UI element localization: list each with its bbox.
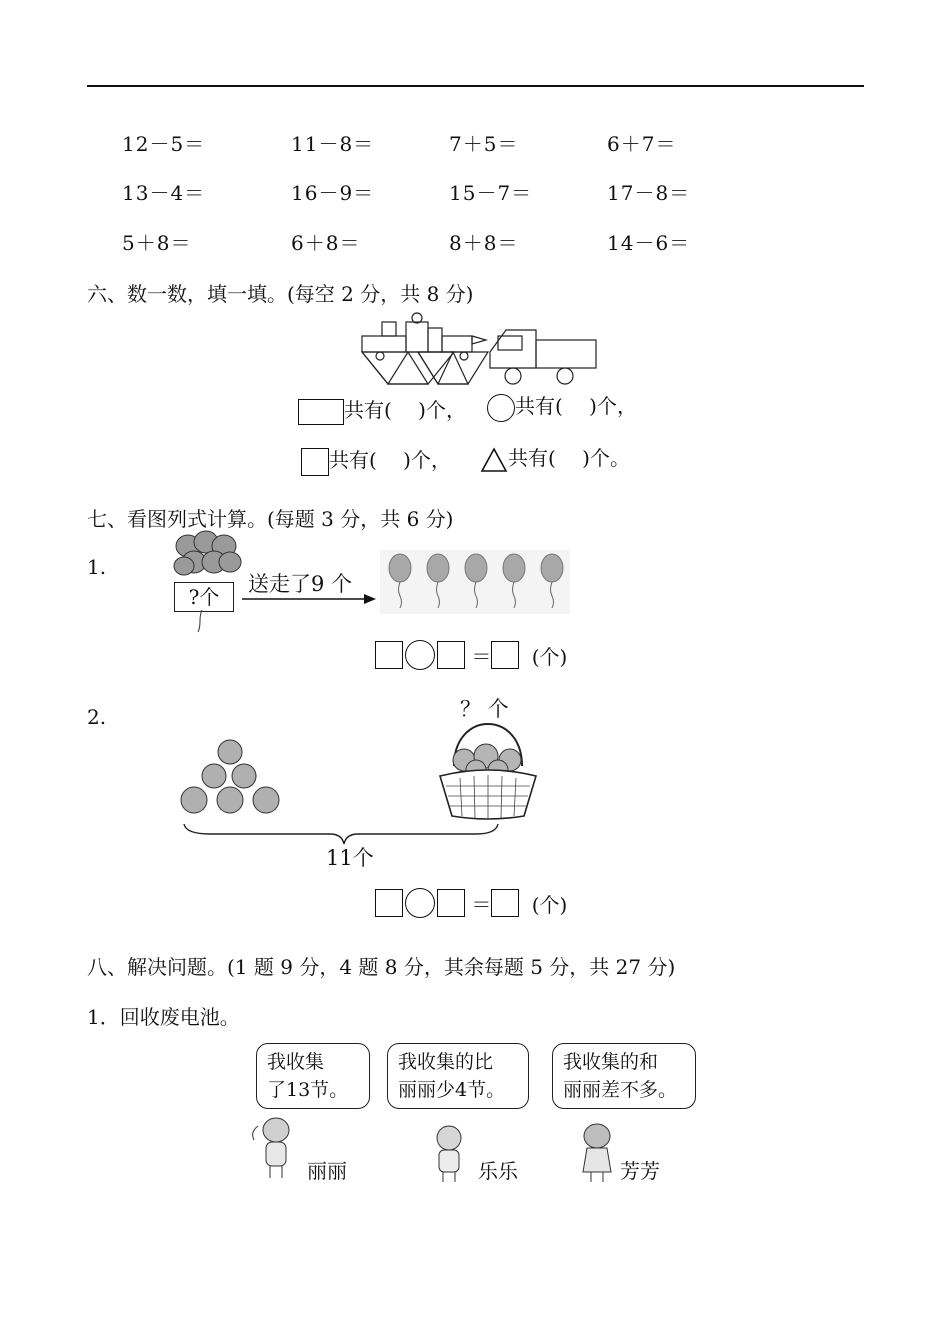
operator-circle[interactable] bbox=[405, 640, 435, 670]
bubble-line: 丽丽差不多。 bbox=[563, 1079, 678, 1101]
ship-truck-figure bbox=[358, 312, 603, 387]
girl-fangfang-avatar bbox=[573, 1120, 619, 1184]
question-number: 1. bbox=[87, 555, 107, 579]
speech-bubble-lele bbox=[387, 1043, 529, 1109]
total-label: 11个 bbox=[326, 846, 374, 870]
name-fangfang: 芳芳 bbox=[620, 1159, 660, 1183]
rectangle-count-blank[interactable]: 共有( )个， bbox=[344, 398, 466, 422]
equation: 16－9＝ bbox=[291, 181, 375, 205]
answer-box[interactable] bbox=[375, 641, 403, 669]
equals-sign: ＝ bbox=[471, 644, 492, 669]
equation: 12－5＝ bbox=[122, 132, 206, 156]
equation: 14－6＝ bbox=[607, 231, 691, 255]
rectangle-icon bbox=[298, 399, 344, 425]
string-line bbox=[194, 610, 208, 634]
equation: 8＋8＝ bbox=[449, 231, 519, 255]
section-7-title: 七、看图列式计算。(每题 3 分，共 6 分) bbox=[87, 507, 454, 531]
answer-box[interactable] bbox=[437, 641, 465, 669]
equation: 15－7＝ bbox=[449, 181, 533, 205]
section-6-title: 六、数一数，填一填。(每空 2 分，共 8 分) bbox=[87, 282, 474, 306]
fill-line-2b bbox=[480, 442, 630, 473]
equation: 17－8＝ bbox=[607, 181, 691, 205]
name-lele: 乐乐 bbox=[478, 1159, 518, 1183]
apple-basket-icon bbox=[436, 716, 540, 822]
circle-icon bbox=[487, 394, 515, 422]
question-1-title: 1．回收废电池。 bbox=[87, 1005, 240, 1029]
answer-box[interactable] bbox=[375, 889, 403, 917]
bubble-line: 我收集的和 bbox=[563, 1051, 659, 1073]
speech-bubble-fangfang bbox=[552, 1043, 696, 1109]
unknown-count-box: ?个 bbox=[174, 582, 234, 612]
unit-label: (个) bbox=[531, 892, 568, 917]
fill-line-1 bbox=[298, 394, 466, 425]
fill-line-2 bbox=[301, 444, 451, 476]
bubble-line: 我收集的比 bbox=[398, 1051, 494, 1073]
question-number: 2. bbox=[87, 705, 107, 729]
equation: 11－8＝ bbox=[291, 132, 375, 156]
fruit-bunch-icon bbox=[166, 528, 246, 580]
balloons-figure bbox=[380, 550, 570, 614]
name-lili: 丽丽 bbox=[307, 1159, 347, 1183]
fill-line-1b bbox=[487, 390, 637, 422]
equation: 5＋8＝ bbox=[122, 231, 192, 255]
triangle-icon bbox=[480, 447, 508, 473]
bubble-line: 丽丽少4节。 bbox=[398, 1079, 506, 1101]
girl-lili-avatar bbox=[250, 1112, 302, 1182]
section-8-title: 八、解决问题。(1 题 9 分，4 题 8 分，其余每题 5 分，共 27 分) bbox=[87, 955, 676, 979]
answer-box[interactable] bbox=[491, 889, 519, 917]
answer-box[interactable] bbox=[437, 889, 465, 917]
boy-lele-avatar bbox=[425, 1122, 471, 1184]
top-rule bbox=[87, 85, 864, 87]
answer-boxes-1 bbox=[375, 640, 567, 670]
answer-box[interactable] bbox=[491, 641, 519, 669]
equation: 7＋5＝ bbox=[449, 132, 519, 156]
speech-bubble-lili bbox=[256, 1043, 370, 1109]
unit-label: (个) bbox=[531, 644, 568, 669]
right-arrow-icon bbox=[240, 592, 380, 606]
arrow-label: 送走了9 个 bbox=[248, 572, 353, 596]
answer-boxes-2 bbox=[375, 888, 567, 918]
bubble-line: 我收集 bbox=[267, 1051, 325, 1073]
triangle-count-blank[interactable]: 共有( )个。 bbox=[508, 446, 630, 470]
equation: 13－4＝ bbox=[122, 181, 206, 205]
bubble-line: 了13节。 bbox=[267, 1079, 349, 1101]
apple-pyramid-icon bbox=[176, 738, 284, 816]
equation: 6＋8＝ bbox=[291, 231, 361, 255]
square-icon bbox=[301, 448, 329, 476]
basket-question-label: ？ 个 bbox=[460, 697, 509, 721]
square-count-blank[interactable]: 共有( )个， bbox=[329, 448, 451, 472]
circle-count-blank[interactable]: 共有( )个， bbox=[515, 394, 637, 418]
equation: 6＋7＝ bbox=[607, 132, 677, 156]
operator-circle[interactable] bbox=[405, 888, 435, 918]
equals-sign: ＝ bbox=[471, 892, 492, 917]
